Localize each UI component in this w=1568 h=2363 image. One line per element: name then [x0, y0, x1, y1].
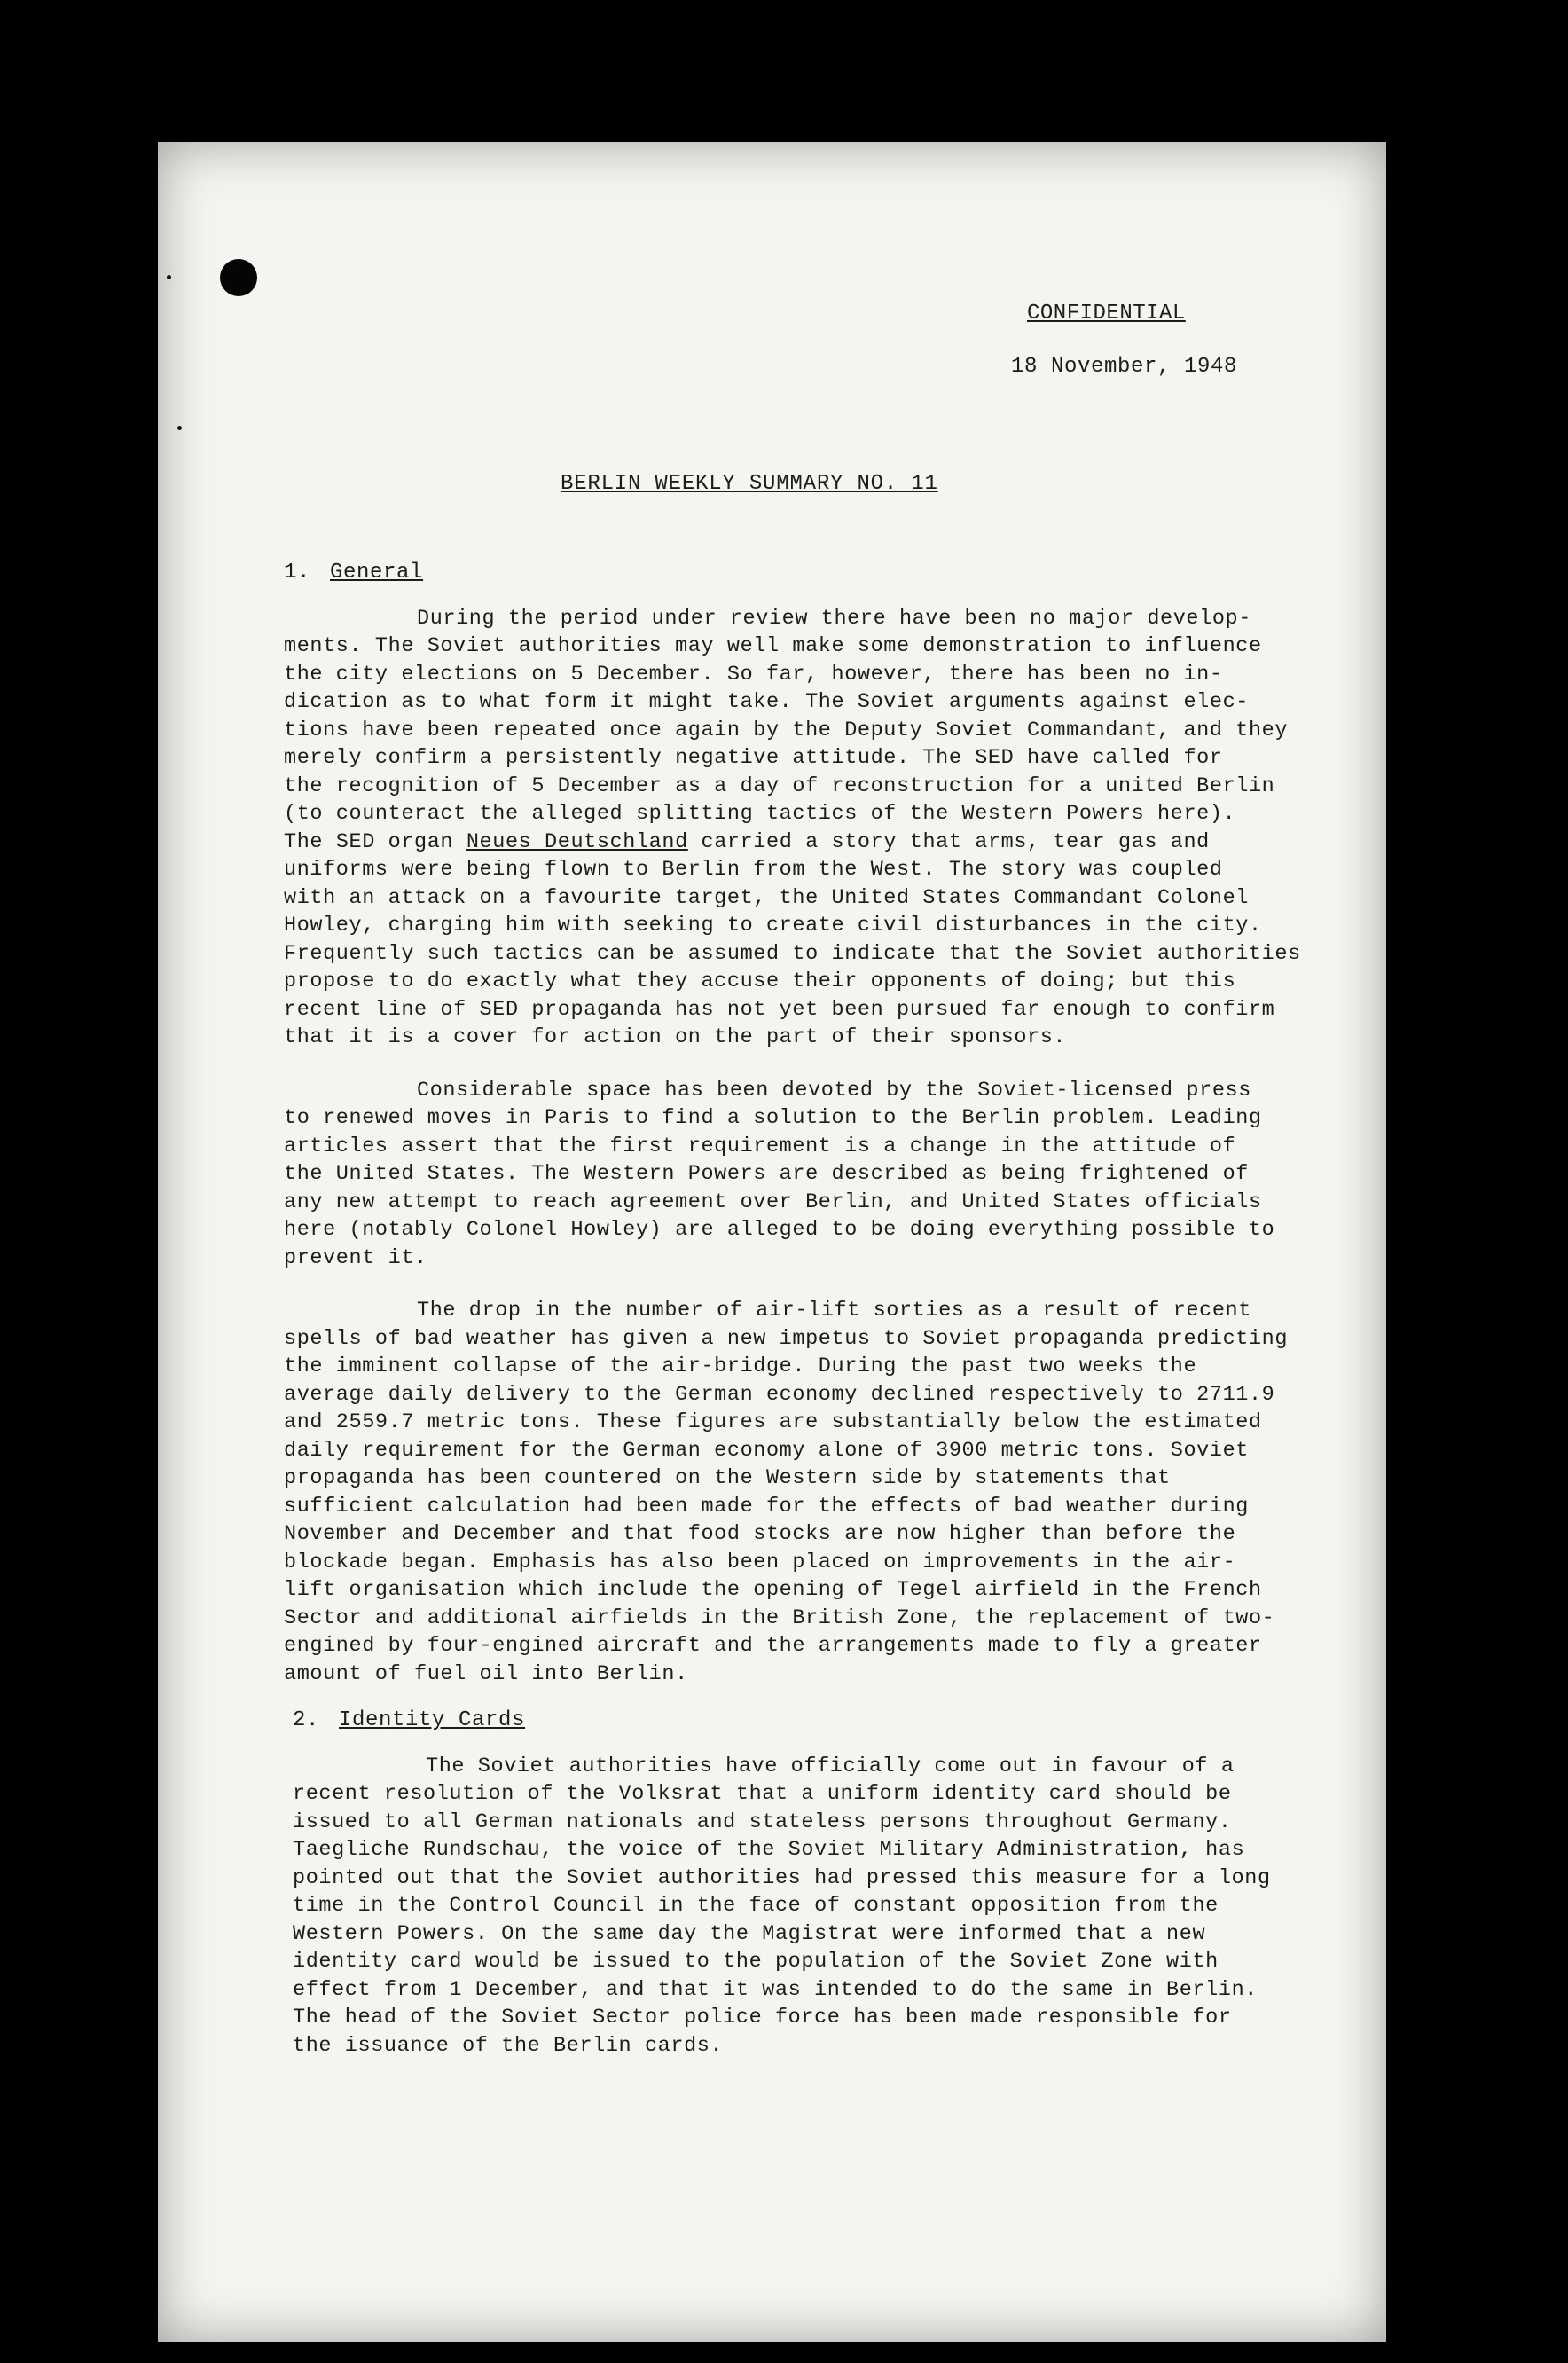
paragraph-line: daily requirement for the German economy alone of 3900 metric tons. Soviet [284, 1438, 1249, 1463]
paragraph-line: the recognition of 5 December as a day of reconstruction for a united Berlin [284, 773, 1275, 798]
section-number: 1. [284, 561, 311, 585]
paragraph-line: the United States. The Western Powers are described as being frightened of [284, 1162, 1249, 1186]
paragraph-line: November and December and that food stocks are now higher than before the [284, 1522, 1236, 1546]
paragraph-line: the city elections on 5 December. So far, however, there has been no in- [284, 662, 1223, 687]
paragraph-line: any new attempt to reach agreement over Berlin, and United States officials [284, 1189, 1262, 1214]
paragraph-line: engined by four-engined aircraft and the arrangements made to fly a greater [284, 1634, 1262, 1658]
paragraph-line: spells of bad weather has given a new impetus to Soviet propaganda predicting [284, 1326, 1289, 1351]
paragraph-line: pointed out that the Soviet authorities had pressed this measure for a long [293, 1865, 1271, 1890]
paragraph-line: Considerable space has been devoted by the Soviet-licensed press [417, 1078, 1251, 1103]
section-heading-label: Identity Cards [339, 1708, 526, 1732]
paragraph-line: propaganda has been countered on the Western side by statements that [284, 1466, 1171, 1490]
paragraph-line: recent resolution of the Volksrat that a uniform identity card should be [293, 1782, 1232, 1806]
paragraph-line: prevent it. [284, 1245, 427, 1270]
section-heading [284, 559, 1301, 587]
paragraph-line: issued to all German nationals and stateless persons throughout Germany. [293, 1810, 1232, 1834]
paragraph [284, 1297, 1301, 1688]
paragraph-line: uniforms were being flown to Berlin from the West. The story was coupled [284, 858, 1223, 882]
paragraph [284, 1077, 1301, 1273]
paragraph-line: Howley, charging him with seeking to create civil disturbances in the city. [284, 914, 1262, 938]
paragraph-line: average daily delivery to the German economy declined respectively to 2711.9 [284, 1382, 1275, 1407]
paragraph-line: time in the Control Council in the face of constant opposition from the [293, 1894, 1219, 1918]
section-heading [293, 1707, 1271, 1735]
paragraph-line: with an attack on a favourite target, the United States Commandant Colonel [284, 885, 1249, 910]
paragraph-line: and 2559.7 metric tons. These figures are substantially below the estimated [284, 1410, 1262, 1434]
paragraph-line: articles assert that the first requirement is a change in the attitude of [284, 1134, 1236, 1158]
paragraph-line: effect from 1 December, and that it was intended to do the same in Berlin. [293, 1977, 1258, 2002]
paragraph-line: Sector and additional airfields in the British Zone, the replacement of two- [284, 1605, 1275, 1630]
paragraph-line: identity card would be issued to the population of the Soviet Zone with [293, 1950, 1219, 1974]
section-number: 2. [293, 1708, 320, 1732]
paragraph-line: lift organisation which include the opening of Tegel airfield in the French [284, 1578, 1262, 1602]
paragraph-line: to renewed moves in Paris to find a solution to the Berlin problem. Leading [284, 1106, 1262, 1130]
paragraph-line: The SED organ Neues Deutschland carried a story that arms, tear gas and [284, 829, 1210, 854]
paragraph-line: amount of fuel oil into Berlin. [284, 1661, 688, 1686]
newspaper-name: Neues Deutschland [466, 829, 688, 854]
paragraph-line: the imminent collapse of the air-bridge. During the past two weeks the [284, 1354, 1197, 1378]
paragraph-line: merely confirm a persistently negative attitude. The SED have called for [284, 746, 1223, 770]
paragraph-line: tions have been repeated once again by the Deputy Soviet Commandant, and they [284, 718, 1289, 742]
document-title: BERLIN WEEKLY SUMMARY NO. 11 [561, 472, 938, 496]
paragraph-line: The head of the Soviet Sector police force has been made responsible for [293, 2006, 1232, 2029]
paragraph [284, 605, 1301, 1052]
paragraph-line: (to counteract the alleged splitting tactics of the Western Powers here). [284, 802, 1236, 826]
paragraph-line: Frequently such tactics can be assumed to indicate that the Soviet authorities [284, 941, 1301, 966]
section-general [284, 559, 1301, 1713]
paragraph-line: sufficient calculation had been made for the effects of bad weather during [284, 1494, 1249, 1519]
punch-hole [220, 259, 257, 296]
document-date: 18 November, 1948 [1011, 355, 1238, 379]
section-heading-label: General [330, 561, 424, 585]
paragraph [293, 1753, 1271, 2061]
paragraph-line: here (notably Colonel Howley) are alleged to be doing everything possible to [284, 1218, 1275, 1242]
paragraph-line: Western Powers. On the same day the Magistrat were informed that a new [293, 1921, 1206, 1946]
paragraph-line: Taegliche Rundschau, the voice of the Soviet Military Administration, has [293, 1838, 1245, 1862]
paragraph-line: blockade began. Emphasis has also been placed on improvements in the air- [284, 1550, 1236, 1574]
paragraph-line: the issuance of the Berlin cards. [293, 2033, 724, 2058]
paragraph-line: ments. The Soviet authorities may well make some demonstration to influence [284, 634, 1262, 658]
paragraph-line: During the period under review there have been no major develop- [417, 606, 1251, 631]
section-identity-cards [293, 1707, 1271, 2084]
paper-speck [167, 275, 171, 279]
paragraph-line: recent line of SED propaganda has not yet been pursued far enough to confirm [284, 997, 1275, 1022]
paragraph-line: propose to do exactly what they accuse their opponents of doing; but this [284, 970, 1236, 993]
paragraph-line: The drop in the number of air-lift sorties as a result of recent [417, 1299, 1251, 1323]
classification-marking: CONFIDENTIAL [1027, 302, 1186, 326]
paragraph-line: dication as to what form it might take. The Soviet arguments against elec- [284, 690, 1249, 714]
paper-speck [177, 426, 182, 430]
paragraph-line: that it is a cover for action on the part of their sponsors. [284, 1025, 1067, 1049]
paragraph-line: The Soviet authorities have officially come out in favour of a [426, 1754, 1235, 1778]
